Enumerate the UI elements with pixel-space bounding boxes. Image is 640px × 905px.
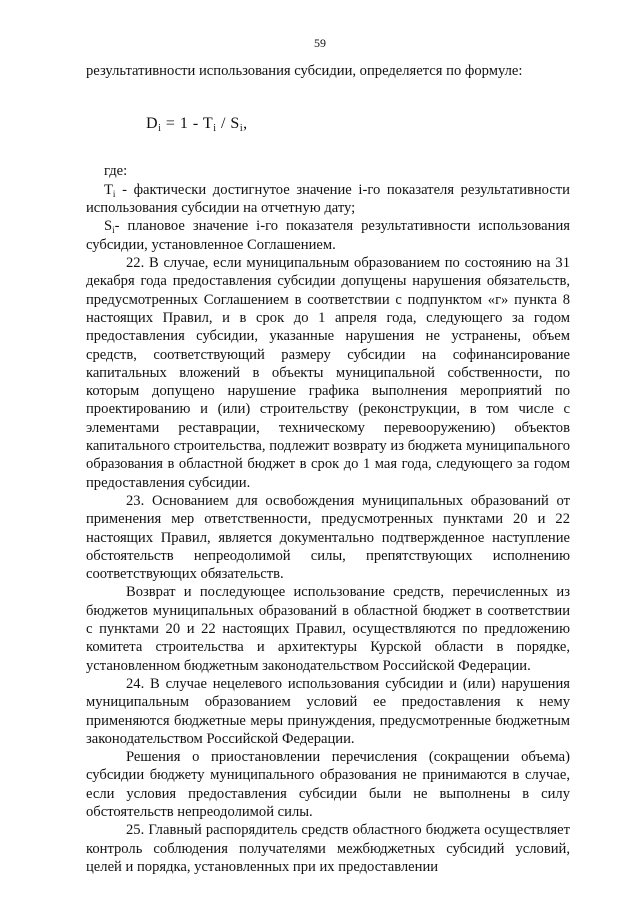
paragraph-24-decisions: Решения о приостановлении перечисления (сокращении объема) субсидии бюджету муниципального образования не принимаются в случае, если условия предоставления субсидии были не выполнены в силу обстоятельств непреодолимой силы. (86, 749, 570, 820)
paragraph-23-return: Возврат и последующее использование средств, перечисленных из бюджетов муниципальных образований в областной бюджет в соответствии с пунктами 20 и 22 настоящих Правил, осуществляются по предложению комитета строительства и архитектуры Курской области в порядке, установленном бюджетным законодательством Российской Федерации. (86, 584, 570, 674)
formula-t-sub: i (213, 123, 217, 135)
definition-s-text: - плановое значение i-го показателя результативности использования субсидии, установленное Соглашением. (86, 218, 570, 253)
formula-lhs-sub: i (158, 123, 162, 135)
formula-eq: = 1 - T (161, 115, 214, 133)
definition-s-symbol: S (104, 218, 113, 235)
definition-t-symbol: T (104, 181, 113, 198)
formula-lhs: D (146, 115, 159, 133)
paragraph-22: 22. В случае, если муниципальным образованием по состоянию на 31 декабря года предоставления субсидии допущены нарушения обязательств, предусмотренных Соглашением в соответствии с подпунктом «г» пункта 8 настоящих Правил, и в срок до 1 апреля года, следующего за годом предоставления субсидии, указанные нарушения не устранены, объем средств, соответствующий размеру субсидии на софинансирование капитальных вложений в объекты муниципальной собственности, по которым допущено нарушение графика выполнения мероприятий по проектированию и (или) строительству (реконструкции, в том числе с элементами реставрации, техническому перевооружению) объектов капитального строительства, подлежит возврату из бюджета муниципального образования в областной бюджет в срок до 1 мая года, следующего за годом предоставления субсидии. (86, 255, 570, 491)
page-number: 59 (314, 36, 326, 50)
definition-t (86, 181, 570, 218)
definition-t-sub: i (112, 188, 116, 199)
document-body (86, 62, 570, 876)
formula-s-sub: i (239, 123, 244, 135)
definition-s-sub: i (112, 225, 115, 236)
definition-s (86, 217, 570, 254)
intro-line: результативности использования субсидии, определяется по формуле: (86, 63, 523, 79)
where-label: где: (104, 162, 128, 179)
paragraph-24: 24. В случае нецелевого использования субсидии и (или) нарушения муниципальным образованием условий ее предоставления к нему применяются бюджетные меры принуждения, предусмотренные бюджетным законодательством Российской Федерации. (86, 675, 570, 747)
formula (86, 115, 570, 133)
paragraph-25: 25. Главный распорядитель средств областного бюджета осуществляет контроль соблюдения получателями межбюджетных субсидий условий, целей и порядка, установленных при их предоставлении (86, 822, 570, 875)
paragraph-23: 23. Основанием для освобождения муниципальных образований от применения мер ответственности, предусмотренных пунктами 20 и 22 настоящих Правил, является документально подтвержденное наступление обстоятельств непреодолимой силы, препятствующих исполнению соответствующих обязательств. (86, 492, 570, 583)
formula-mid: / S (216, 115, 240, 133)
definition-t-text: - фактически достигнутое значение i-го показателя результативности использования субсидии на отчетную дату; (86, 181, 570, 217)
formula-tail: , (243, 115, 248, 133)
